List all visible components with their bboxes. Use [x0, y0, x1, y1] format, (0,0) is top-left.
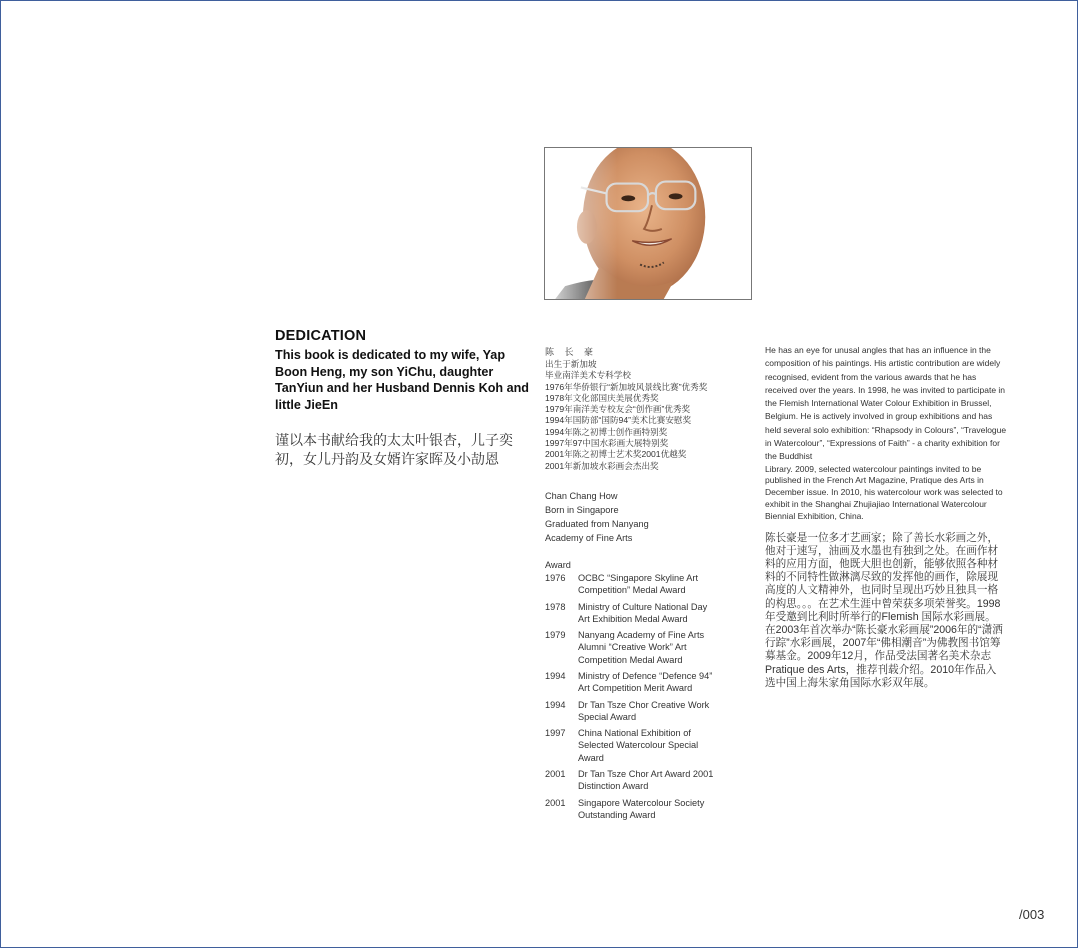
award-description: Dr Tan Tsze Chor Art Award 2001 Distinction Award: [578, 768, 714, 792]
award-description: Nanyang Academy of Fine Arts Alumni “Creative Work” Art Competition Medal Award: [578, 630, 705, 665]
award-description: Ministry of Defence “Defence 94” Art Competition Merit Award: [578, 670, 713, 694]
award-heading: Award: [545, 559, 571, 570]
award-year: 1994: [545, 699, 566, 710]
bio-cn-line: 1978年文化部国庆美展优秀奖: [545, 392, 659, 403]
award-item: [545, 699, 745, 723]
description-english-part1: He has an eye for unusal angles that has an influence in the composition of his paintings. His artistic contribution are widely recognised, evident from the various awards that he has received over the years. In 1998, he was invited to participate in the Flemish International Water Colour Exhibition in Brussel, Belgium. He is actively involved in group exhibitions and has held several solo exhibition: “Rhapsody in Colours”, “Travelogue in Watercolour”, “Expressions of Faith” - a charity exhibition for the Buddhist: [765, 345, 1007, 462]
award-description: Dr Tan Tsze Chor Creative Work Special Award: [578, 699, 710, 722]
award-year: 2001: [545, 797, 566, 808]
award-item: [545, 768, 745, 792]
bio-cn-line: 1994年陈之初博士创作画特别奖: [545, 426, 668, 437]
bio-en-line: Graduated from Nanyang: [545, 518, 649, 529]
award-year: 1997: [545, 728, 566, 739]
award-year: 1979: [545, 630, 566, 641]
bio-cn-line: 1997年97中国水彩画大展特别奖: [545, 438, 669, 449]
dedication-text: This book is dedicated to my wife, Yap Boon Heng, my son YiChu, daughter TanYiun and her Husband Dennis Koh and little JieEn: [275, 348, 529, 412]
bio-en-line: Academy of Fine Arts: [545, 532, 633, 543]
award-list: [545, 572, 745, 821]
award-item: [545, 727, 745, 764]
award-item: [545, 572, 745, 596]
award-year: 2001: [545, 768, 566, 779]
bio-cn-line: 1976年华侨银行“新加坡风景线比赛”优秀奖: [545, 381, 708, 392]
bio-cn-line: 出生于新加坡: [545, 359, 597, 369]
artist-name-english: Chan Chang How: [545, 490, 618, 501]
bio-cn-line: 2001年新加坡水彩画会杰出奖: [545, 460, 659, 471]
dedication-chinese: 谨以本书献给我的太太叶银杏，儿子奕初，女儿丹韵及女婿许家晖及小劼恩: [275, 432, 513, 467]
award-description: OCBC “Singapore Skyline Art Competition” Medal Award: [578, 572, 698, 596]
award-item: [545, 629, 745, 666]
description-column: [765, 344, 1007, 690]
description-english-part2: Library. 2009, selected watercolour paintings invited to be published in the French Art Magazine, Pratique des Arts in December issue. In 2010, his watercolour work was selected to exhibit in the Shanghai Zhujiajiao International Watercolour Biennial Exhibition, China.: [765, 463, 1003, 521]
page-number: /003: [1019, 907, 1045, 922]
bio-cn-line: 毕业南洋美术专科学校: [545, 370, 631, 381]
bio-column: [545, 345, 745, 825]
award-item: [545, 601, 745, 625]
bio-cn-line: 2001年陈之初博士艺术奖2001优越奖: [545, 449, 687, 460]
award-description: China National Exhibition of Selected Watercolour Special Award: [578, 728, 699, 763]
award-description: Singapore Watercolour Society Outstanding Award: [578, 797, 705, 820]
award-item: [545, 797, 745, 821]
bio-chinese-list: [545, 359, 745, 472]
dedication-section: [275, 328, 537, 469]
award-description: Ministry of Culture National Day Art Exhibition Medal Award: [578, 601, 708, 624]
dedication-title: DEDICATION: [275, 328, 367, 344]
bio-cn-line: 1994年国防部“国防94”美术比赛安慰奖: [545, 415, 692, 426]
description-english: [765, 344, 1007, 523]
award-year: 1976: [545, 572, 566, 583]
bio-cn-line: 1979年南洋美专校友会“创作画”优秀奖: [545, 404, 691, 415]
award-year: 1994: [545, 670, 566, 681]
award-item: [545, 670, 745, 694]
portrait-photo: [545, 148, 751, 299]
bio-en-line: Born in Singapore: [545, 504, 619, 515]
description-chinese: 陈长豪是一位多才艺画家；除了善长水彩画之外，他对于速写，油画及水墨也有独到之处。在画作材料的应用方面，他既大胆也创新，能够依照各种材料的不同特性做淋漓尽致的发挥他的画作，除展现高度的人文精神外，也同时呈现出巧妙且独具一格的构思。。。在艺术生涯中曾荣获多项荣誉奖。1998年受邀到比利时所举行的Flemish 国际水彩画展。在2003年首次举办“陈长豪水彩画展”2006年的“潇洒行踪”水彩画展，2007年“佛相潮音”为佛教图书馆筹募基金。2009年12月，作品受法国著名美术杂志Pratique des Arts，推荐刊载介绍。2010年作品入选中国上海朱家角国际水彩双年展。: [765, 531, 1003, 689]
award-year: 1978: [545, 601, 566, 612]
artist-name-chinese: 陈 长 豪: [545, 347, 598, 357]
artist-portrait: [544, 147, 752, 300]
bio-english: [545, 489, 745, 545]
